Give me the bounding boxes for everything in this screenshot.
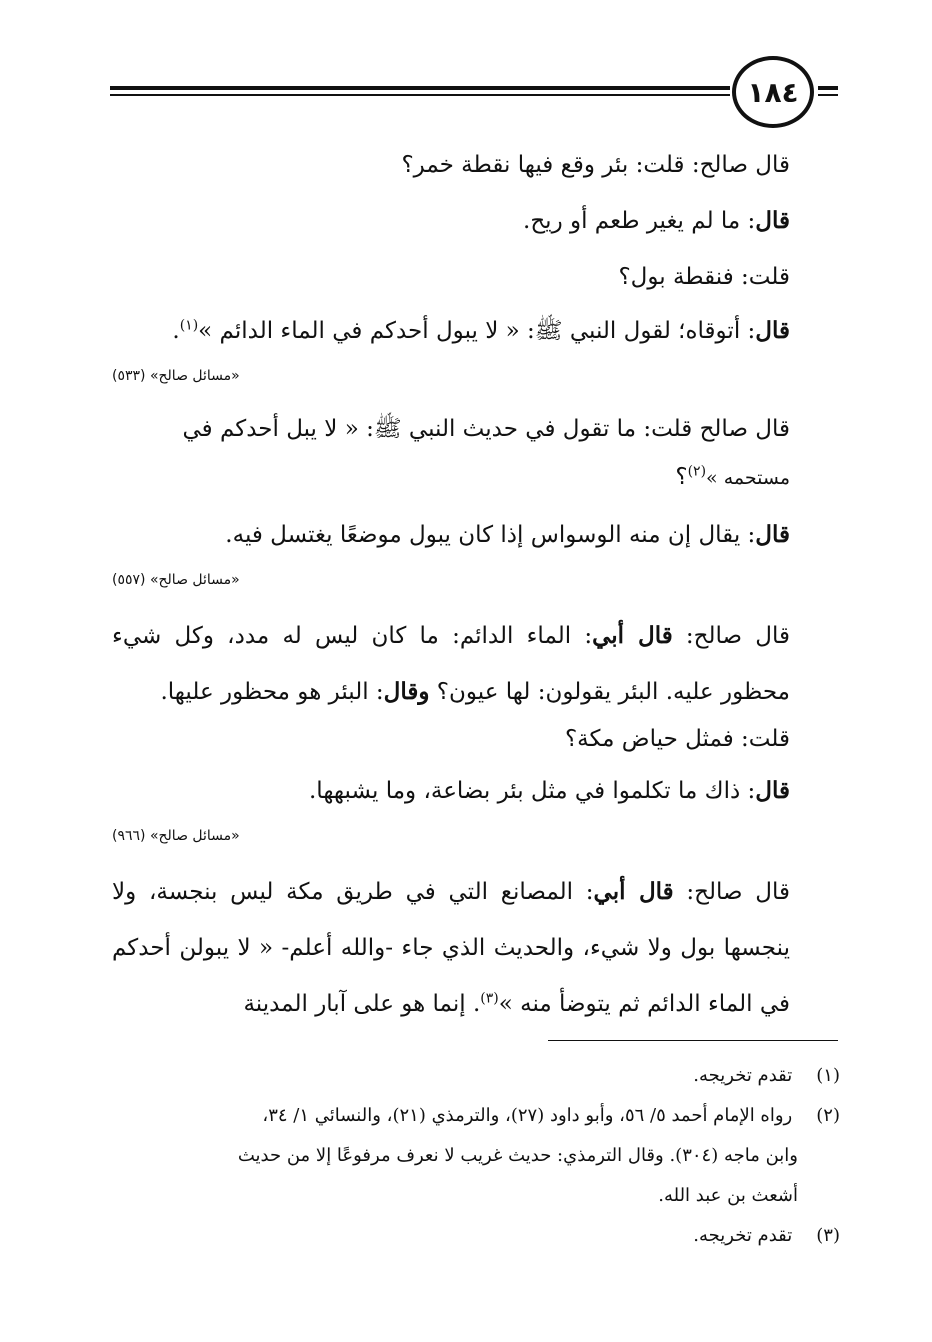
- text-line: مستحمه »$^{(٢)}$؟: [675, 463, 790, 490]
- source-citation: «مسائل صالح» (٥٣٣): [112, 368, 240, 384]
- text-line: قال صالح: قلت: بئر وقع فيها نقطة خمر؟: [401, 152, 790, 178]
- footnote: (١) تقدم تخريجه.: [693, 1065, 840, 1086]
- header-rule: [110, 86, 730, 100]
- text-line: قال: أتوقاه؛ لقول النبي ﷺ: « لا يبول أحدكم في الماء الدائم »$^{(١)}$.: [172, 317, 790, 344]
- paragraph: قال صالح: قال أبي: المصانع التي في طريق مكة ليس بنجسة، ولا ينجسها بول ولا شيء، والحديث الذي جاء -والله أعلم- « لا يبولن أحدكم في الماء الدائم ثم يتوضأ منه »$^{(٣)}$. إنما هو على آبار المدينة: [112, 878, 791, 1017]
- source-citation: «مسائل صالح» (٥٥٧): [112, 572, 240, 588]
- header-rule-tail: [818, 86, 838, 100]
- footnote-ref: (٢): [687, 463, 707, 480]
- text-line: قال: ما لم يغير طعم أو ريح.: [523, 207, 790, 234]
- footnote-ref: (٣): [480, 990, 499, 1007]
- page-number: ١٨٤: [732, 56, 814, 128]
- paragraph: قال صالح: قال أبي: الماء الدائم: ما كان ليس له مدد، وكل شيء محظور عليه. البئر يقولون: لها عيون؟ وقال: البئر هو محظور عليها.: [112, 622, 790, 705]
- footnote-separator: [548, 1040, 838, 1041]
- source-citation: «مسائل صالح» (٩٦٦): [112, 828, 240, 844]
- text-line: قلت: فمثل حياض مكة؟: [564, 726, 790, 752]
- text-line: قال: ذاك ما تكلموا في مثل بئر بضاعة، وما يشبهها.: [309, 777, 790, 804]
- text-line: قلت: فنقطة بول؟: [618, 264, 790, 290]
- footnote: (٣) تقدم تخريجه.: [693, 1225, 840, 1246]
- text-line: قال صالح قلت: ما تقول في حديث النبي ﷺ: « لا يبل أحدكم في: [182, 416, 790, 442]
- footnote: (٢) رواه الإمام أحمد ٥/ ٥٦، وأبو داود (٢٧)، والترمذي (٢١)، والنسائي ١/ ٣٤، وابن ماجه (٣٠٤). وقال الترمذي: حديث غريب لا نعرف مرفوعًا إلا من حديث أشعث بن عبد الله.: [237, 1105, 840, 1206]
- footnote-ref: (١): [179, 317, 199, 334]
- text-line: قال: يقال إن منه الوسواس إذا كان يبول موضعًا يغتسل فيه.: [225, 521, 790, 548]
